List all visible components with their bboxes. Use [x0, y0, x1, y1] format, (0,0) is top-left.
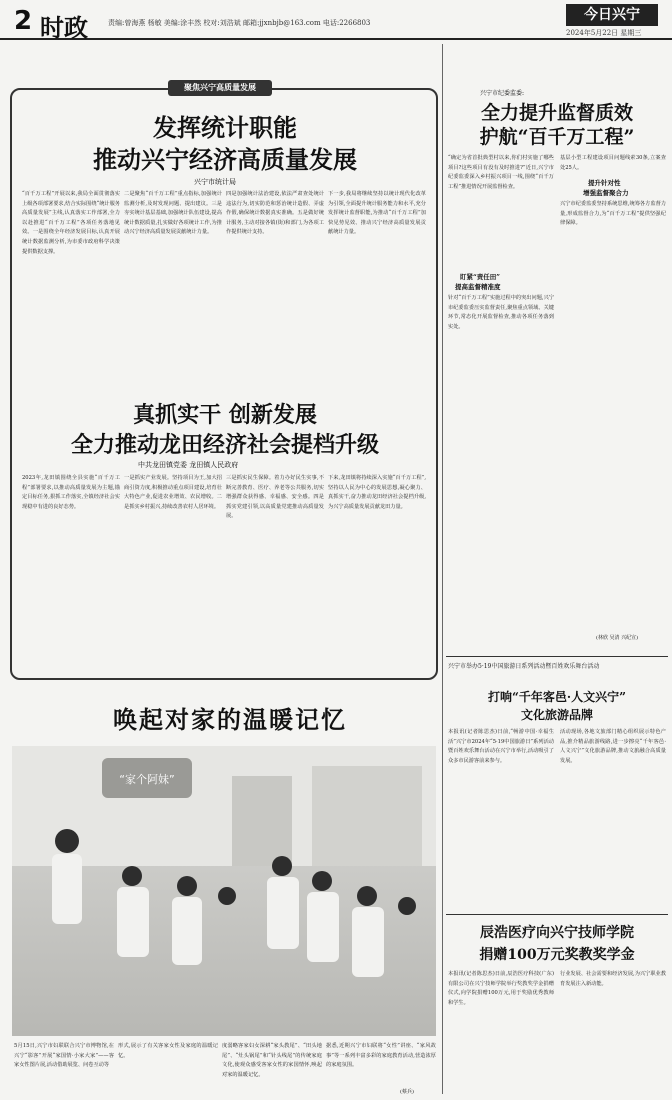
article2-title-line1: 真抓实干 创新发展 — [133, 402, 317, 428]
r1-col1a: “确定为省首批典型村以来,你们村实施了哪些项目?这些项目有没有及时推进?”近日,兴宁市纪委监委深入乡村振兴项目一线,围绕“百千万工程”推进情况开展监督检查。 — [448, 155, 554, 190]
article1-col3: 四是加强统计法治建设,依法严肃查处统计违法行为,切实防范和惩治统计造假、弄虚作假,确保统计数据真实准确。五是做好统计服务,主动对接各镇(街)和部门,为各项工作提供统计支持。 — [226, 191, 324, 236]
photo-caption-col4: 据悉,近期兴宁市妇联将“女性”讲座、“家风故事”等一系列丰富多彩的家庭教育活动,营造浓厚的家庭氛围。 — [326, 1043, 436, 1069]
newspaper-logo: 今日兴宁 — [566, 4, 658, 26]
article1-byline: 兴宁市统计局 — [194, 178, 236, 186]
article2-col3: 三是抓实民生保障。着力办好民生实事,不断完善教育、医疗、养老等公共服务,切实增强群众获得感、幸福感、安全感。四是抓实党建引领,以高质量党建推动高质量发展。 — [226, 475, 324, 520]
article1-col1: “百千万工程”开展以来,我局全面贯彻落实上级各项部署要求,结合实际围绕“统计服务高质量发展”主线,认真落实工作部署,全力以赴推进“百千万工程”各项任务落地见效。一是围绕全年经济发展目标,认真开展统计数据监测分析,为市委市政府科学决策提供数据支撑。 — [22, 191, 120, 255]
r1-col2a: 基层小型工程建设项目问题线索30条,立案查处25人。 — [560, 155, 666, 171]
r1-col1b: 针对“百千万工程”实施过程中的突出问题,兴宁市纪委监委压实监督责任,聚焦重点领域、关键环节,常态化开展监督检查,推动各项任务落到实处。 — [448, 295, 554, 330]
photo-story-title: 唤起对家的温暖记忆 — [113, 705, 347, 734]
r3-rule — [446, 914, 668, 915]
editor-credits: 责编:曾海燕 杨敏 美编:涂丰然 校对:刘浩斌 邮箱:jjxnbjb@163.com 电话:2266803 — [108, 19, 371, 27]
photo-story-image — [12, 746, 436, 1036]
masthead — [0, 0, 672, 40]
article1-title-line2: 推动兴宁经济高质量发展 — [93, 145, 357, 174]
photo-author: (蔡兵) — [400, 1089, 414, 1095]
article2-col1: 2023年,龙田镇围绕全县实施“百千万工程”部署要求,以推动高质量发展为主题,锚定目标任务,狠抓工作落实,全镇经济社会实现稳中有进的良好态势。 — [22, 475, 120, 510]
r1-title-line1: 全力提升监督质效 — [480, 102, 633, 124]
r1-col2b: 兴宁市纪委监委坚持系统思维,统筹各方监督力量,形成监督合力,为“百千万工程”提供坚强纪律保障。 — [560, 201, 666, 227]
r2-title-line2: 文化旅游品牌 — [520, 708, 593, 722]
photo-sign-text: “家个阿妹” — [119, 773, 175, 786]
r1-subhead2b: 增强监督聚合力 — [583, 189, 629, 197]
exhibition-photo — [12, 746, 436, 1036]
page-number: 2 — [14, 6, 33, 36]
photo-caption-col3: 度弱略客家妇女深耕“家头教尾”、“田头地尾”、“灶头锅尾”和“针头线尾”的传统家庭文化,使观众感受客家女性的家国情怀,唤起对家的温暖记忆。 — [222, 1043, 322, 1078]
r2-title-line1: 打响“千年客邑·人文兴宁” — [488, 690, 626, 704]
r2-kicker: 兴宁市举办5·19中国旅游日系列活动暨百姓欢乐舞台活动 — [448, 663, 600, 670]
r3-col1: 本报讯(记者陈思杰)日前,辰浩医疗科技(广东)有限公司在兴宁技师学院举行奖教奖学金捐赠仪式,向学院捐赠100万元,用于奖励优秀教师和学生。 — [448, 971, 554, 1006]
article1-col2: 二是聚焦“百千万工程”重点指标,加强统计监测分析,及时发现问题、提出建议。三是夯实统计基层基础,加强统计队伍建设,提高统计数据质量,扎实做好各项统计工作,为推动兴宁经济高质量发展贡献统计力量。 — [124, 191, 222, 236]
article2-title-line2: 全力推动龙田经济社会提档升级 — [70, 432, 379, 458]
feature-tag: 聚焦兴宁高质量发展 — [168, 80, 272, 96]
article1-title-line1: 发挥统计职能 — [153, 113, 297, 142]
r1-title-line2: 护航“百千万工程” — [479, 126, 635, 148]
column-divider — [442, 44, 443, 1094]
r1-kicker: 兴宁市纪委监委: — [480, 90, 525, 97]
r3-title-line2: 捐赠100万元奖教奖学金 — [479, 947, 635, 963]
r1-subhead2: 提升针对性 — [588, 179, 621, 187]
photo-caption-col2: 形式,展示了有关客家女性及家庭的温暖记忆。 — [118, 1043, 218, 1059]
section-title: 时政 — [40, 14, 88, 42]
r2-col1: 本报讯(记者陈思杰)日前,“畅游中国·幸福生活”兴宁市2024年“5·19中国旅游日”系列活动暨百姓欢乐舞台活动在兴宁市举行,活动吸引了众多市民游客前来参与。 — [448, 729, 554, 764]
issue-date: 2024年5月22日 星期三 — [566, 29, 642, 37]
r2-col2: 活动现场,各地文旅部门精心组织展示特色产品,推介精品旅游线路,进一步擦亮“千年客邑·人文兴宁”文化旅游品牌,推动文旅融合高质量发展。 — [560, 729, 666, 764]
r2-rule — [446, 656, 668, 657]
r1-author: (林欣 吴清 兴纪宣) — [596, 635, 639, 641]
article2-col2: 一是抓实产业发展。坚持项目为王,加大招商引资力度,积极推动重点项目建设,培育壮大特色产业,促进农业增效、农民增收。二是抓实乡村振兴,持续改善农村人居环境。 — [124, 475, 222, 510]
article2-byline: 中共龙田镇党委 龙田镇人民政府 — [138, 461, 239, 469]
r3-title-line1: 辰浩医疗向兴宁技师学院 — [480, 925, 634, 941]
r3-col2: 行业发展、社会需要和经济发展,为兴宁职业教育发展注入新动能。 — [560, 971, 666, 987]
article1-col4: 下一步,我局将继续坚持以统计现代化改革为引领,全面提升统计服务能力和水平,充分发挥统计监督职能,为推动“百千万工程”加快见势见效、推动兴宁经济高质量发展贡献统计力量。 — [328, 191, 426, 236]
article2-col4: 下来,龙田镇将持续深入实施“百千万工程”,坚持以人民为中心的发展思想,凝心聚力、真抓实干,奋力推动龙田经济社会提档升级,为兴宁高质量发展贡献龙田力量。 — [328, 475, 426, 510]
r1-subhead1: 盯紧“责任田” — [460, 273, 500, 281]
r1-subhead1b: 提高监督精准度 — [455, 283, 501, 291]
photo-caption-col1: 5月15日,兴宁市妇联联合兴宁市博物馆,在兴宁“影客”开展“家国情·小家大家”——客家女性图片展,活动借助展览、问卷互动等 — [14, 1043, 114, 1069]
